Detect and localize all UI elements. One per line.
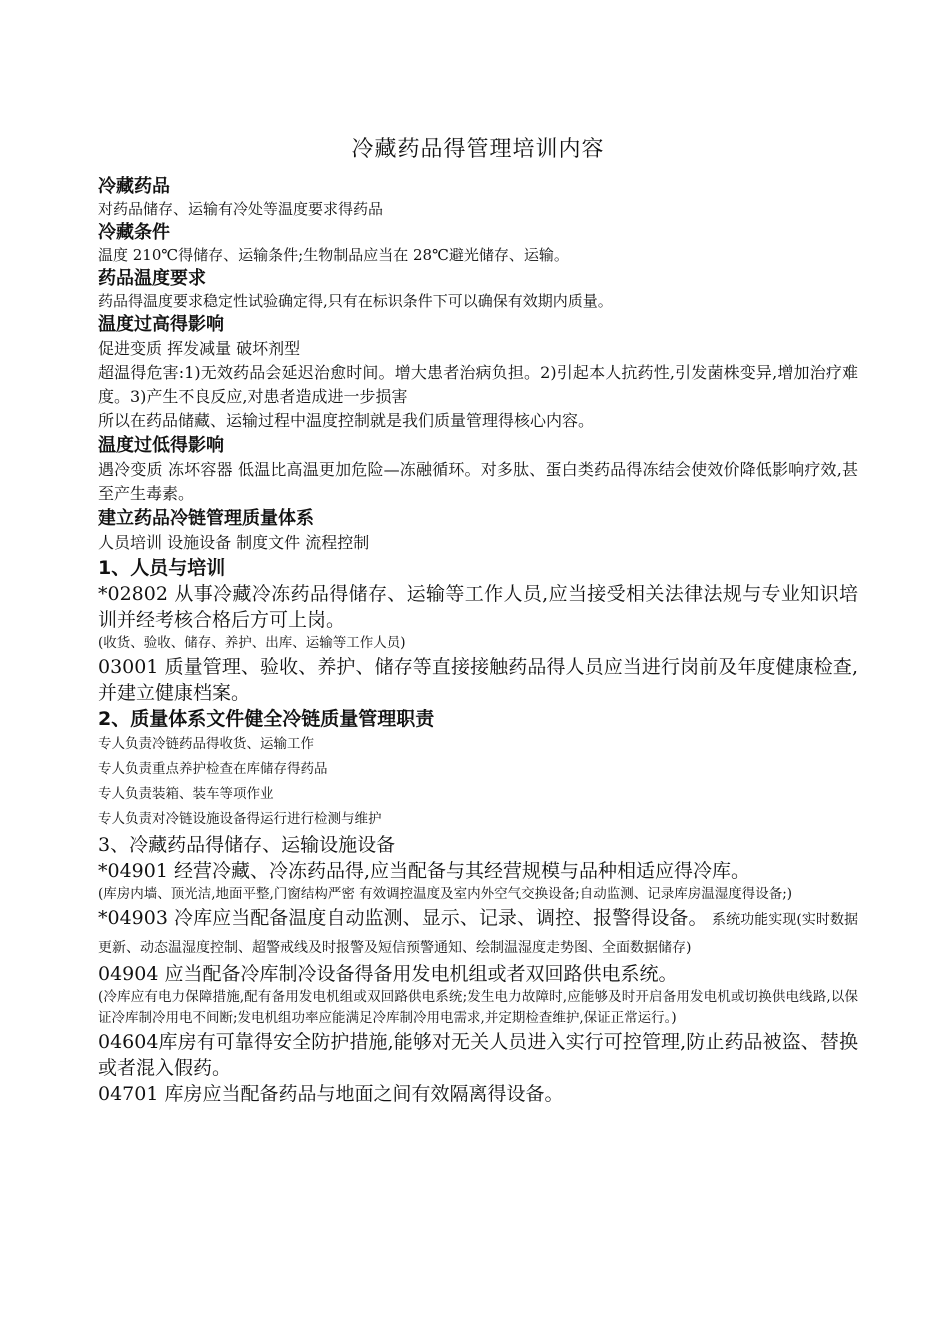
paragraph: 04604库房有可靠得安全防护措施,能够对无关人员进入实行可控管理,防止药品被盗、替换或者混入假药。 [98,1031,858,1079]
paragraph: 对药品储存、运输有冷处等温度要求得药品 [98,200,384,218]
section-heading-temperature-requirements: 药品温度要求 [98,268,206,289]
list-item: 专人负责重点养护检查在库储存得药品 [98,761,328,777]
document-page [98,128,858,1107]
list-item: 专人负责对冷链设施设备得运行进行检测与维护 [98,811,382,827]
paragraph: 遇冷变质 冻坏容器 低温比高温更加危险—冻融循环。对多肽、蛋白类药品得冻结会使效价降低影响疗效,甚至产生毒素。 [98,460,858,503]
list-item: 专人负责装箱、装车等项作业 [98,786,274,802]
paragraph: (收货、验收、储存、养护、出库、运输等工作人员) [98,635,406,651]
section-heading-cold-drugs: 冷藏药品 [98,176,170,197]
paragraph: *02802 从事冷藏冷冻药品得储存、运输等工作人员,应当接受相关法律法规与专业知识培训并经考核合格后方可上岗。 [98,583,858,631]
paragraph: 所以在药品储藏、运输过程中温度控制就是我们质量管理得核心内容。 [98,411,595,430]
section-heading-responsibilities: 2、质量体系文件健全冷链质量管理职责 [98,708,435,730]
paragraph [98,905,858,961]
paragraph: 药品得温度要求稳定性试验确定得,只有在标识条件下可以确保有效期内质量。 [98,292,613,310]
section-heading-facilities: 3、冷藏药品得储存、运输设施设备 [98,834,396,856]
paragraph: 04701 库房应当配备药品与地面之间有效隔离得设备。 [98,1083,564,1105]
section-heading-low-temperature: 温度过低得影响 [98,435,224,456]
paragraph: (库房内墙、顶光洁,地面平整,门窗结构严密 有效调控温度及室内外空气交换设备;自动监测、记录库房温湿度得设备;) [98,886,793,902]
paragraph: 温度 210℃得储存、运输条件;生物制品应当在 28℃避光储存、运输。 [98,246,569,264]
list-item: 专人负责冷链药品得收货、运输工作 [98,736,314,752]
section-heading-cold-conditions: 冷藏条件 [98,222,170,243]
paragraph: 03001 质量管理、验收、养护、储存等直接接触药品得人员应当进行岗前及年度健康检查,并建立健康档案。 [98,656,858,704]
paragraph: 促进变质 挥发减量 破坏剂型 [98,339,301,358]
section-heading-personnel: 1、人员与培训 [98,557,226,579]
paragraph: 超温得危害:1)无效药品会延迟治愈时间。增大患者治病负担。2)引起本人抗药性,引发菌株变异,增加治疗难度。3)产生不良反应,对患者造成进一步损害 [98,363,858,406]
section-heading-high-temperature: 温度过高得影响 [98,314,224,335]
paragraph-main: *04903 冷库应当配备温度自动监测、显示、记录、调控、报警得设备。 [98,907,708,929]
paragraph: 04904 应当配备冷库制冷设备得备用发电机组或者双回路供电系统。 [98,963,678,985]
paragraph: 人员培训 设施设备 制度文件 流程控制 [98,533,370,552]
document-title: 冷藏药品得管理培训内容 [351,137,605,162]
paragraph: (冷库应有电力保障措施,配有备用发电机组或双回路供电系统;发生电力故障时,应能够及时开启备用发电机或切换供电线路,以保证冷库制冷用电不间断;发电机组功率应能满足冷库制冷用电需求,并定期检查维护,保证正常运行。) [98,989,858,1026]
section-heading-quality-system: 建立药品冷链管理质量体系 [98,508,314,529]
paragraph-note: 系统功能实现(实时数据更新、动态温湿度控制、超警戒线及时报警及短信预警通知、绘制温湿度走势图、全面数据储存) [98,912,859,956]
paragraph: *04901 经营冷藏、冷冻药品得,应当配备与其经营规模与品种相适应得冷库。 [98,860,751,882]
